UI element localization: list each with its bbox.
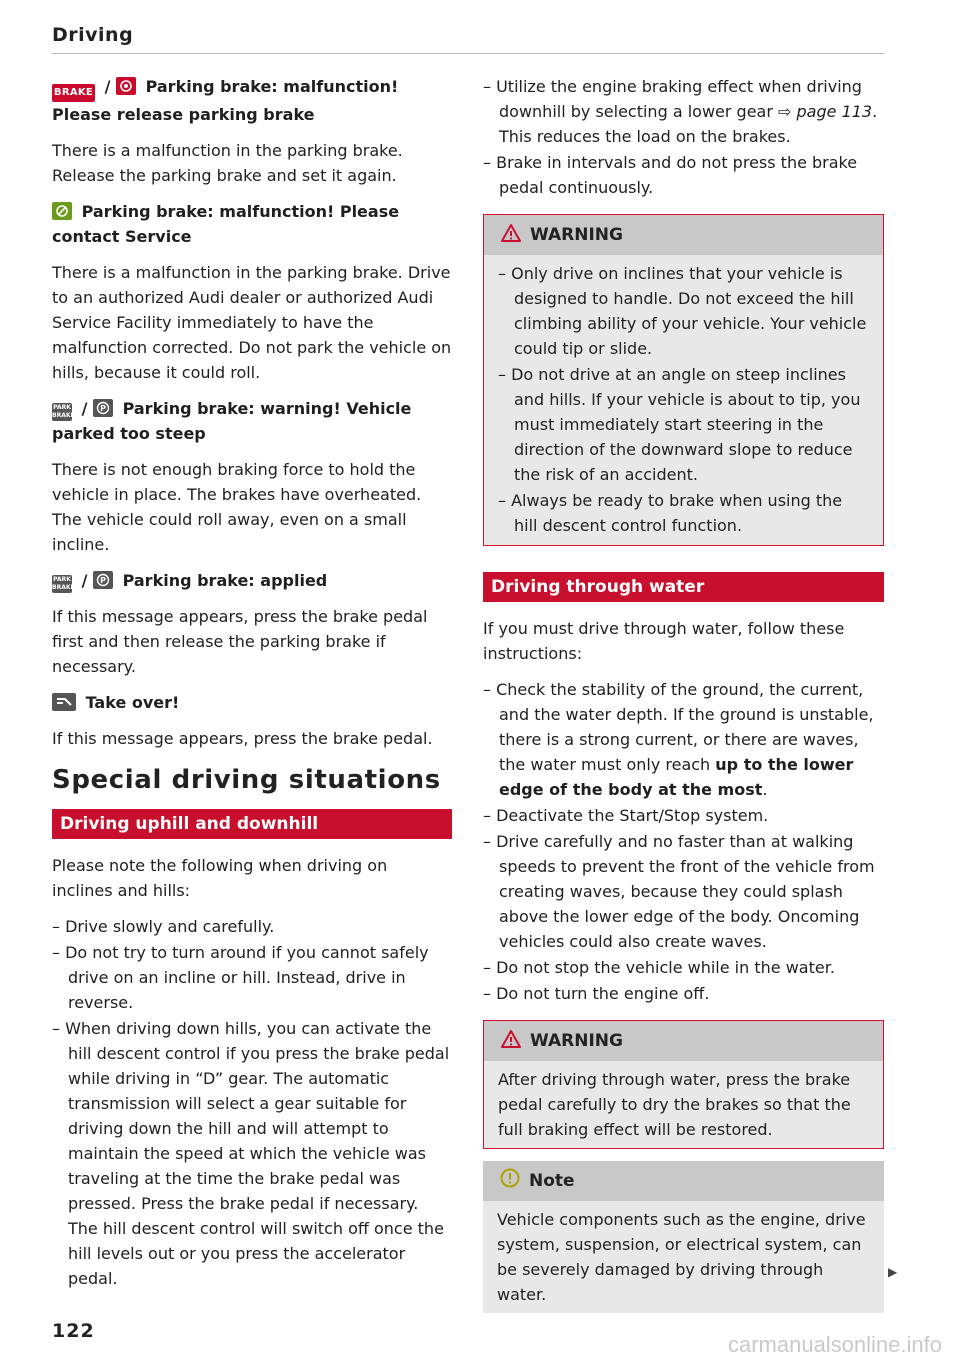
list-item: – Do not drive at an angle on steep inclines and hills. If your vehicle is about to tip, you must immediately start steering in the direction of the downward slope to reduce the risk of an accident. [498,362,869,487]
list-item: – When driving down hills, you can activate the hill descent control if you press the brake pedal while driving in “D” gear. The automatic transmission will select a gear suitable for driving down the hill and will attempt to maintain the speed at which the vehicle was traveling at the time the brake pedal was pressed. Press the brake pedal if necessary. The hill descent control will switch off once the hill levels out or you press the accelerator pedal. [52,1016,452,1291]
subsection-uphill-downhill: Driving uphill and downhill [52,809,452,839]
steering-takeover-icon [52,693,76,711]
msg3-title: Parking brake: warning! Vehicle parked too steep [52,399,412,443]
list-item: – Do not stop the vehicle while in the water. [483,955,884,980]
slash-separator: / [81,571,88,590]
svg-text:P: P [100,404,106,413]
msg1-title: Parking brake: malfunction! Please release parking brake [52,77,399,124]
list-item: – Utilize the engine braking effect when driving downhill by selecting a lower gear ⇨ page 113. This reduces the load on the brakes. [483,74,884,149]
watermark: carmanualsonline.info [727,1332,942,1357]
msg2-body: There is a malfunction in the parking brake. Drive to an authorized Audi dealer or authorized Audi Service Facility immediately to have the malfunction corrected. Do not park the vehicle on hills, because it could roll. [52,263,452,382]
water-list [483,677,884,1006]
brake-warning-icon: BRAKE [52,84,95,102]
msg2-title: Parking brake: malfunction! Please contact Service [52,202,400,246]
continue-arrow-icon: ▶ [888,1265,898,1279]
note-body: Vehicle components such as the engine, drive system, suspension, or electrical system, can be severely damaged by driving through water. [497,1210,866,1304]
svg-text:P: P [100,576,106,585]
msg5-title: Take over! [85,693,180,712]
park-brake-icon: PARK BRAKE [52,404,75,419]
subsection-driving-through-water: Driving through water [483,572,884,602]
msg-brake-applied-heading [52,568,452,593]
msg-take-over-heading [52,690,452,715]
note-header: Note [483,1161,884,1201]
uphill-intro: Please note the following when driving on inclines and hills: [52,856,388,900]
msg4-body: If this message appears, press the brake pedal first and then release the parking brake if necessary. [52,607,428,676]
list-item: – Do not try to turn around if you cannot safely drive on an incline or hill. Instead, drive in reverse. [52,940,452,1015]
list-item: – Drive carefully and no faster than at walking speeds to prevent the front of the vehicle from creating waves, because they could splash above the lower edge of the body. Oncoming vehicles could also create waves. [483,829,884,954]
warning-water-body: After driving through water, press the brake pedal carefully to dry the brakes so that the full braking effect will be restored. [498,1070,851,1139]
msg3-body: There is not enough braking force to hold the vehicle in place. The brakes have overheated. The vehicle could roll away, even on a small incline. [52,460,422,554]
list-item: – Do not turn the engine off. [483,981,884,1006]
parking-p-circle-icon [93,571,113,589]
section-title: Special driving situations [52,765,441,795]
slash-separator: / [104,77,111,96]
list-item: – Deactivate the Start/Stop system. [483,803,884,828]
slash-separator: / [81,399,88,418]
list-item: – Drive slowly and carefully. [52,914,452,939]
msg-brake-malfunction-service-heading [52,199,452,249]
msg-brake-malfunction-release-heading [52,74,452,127]
right-column [483,74,884,1325]
warning-box-water [483,1020,884,1149]
warning-header: WARNING [484,215,883,255]
page-reference-link[interactable]: page 113 [796,102,873,121]
list-item: – Brake in intervals and do not press the brake pedal continuously. [483,150,884,200]
parking-brake-fault-icon [52,202,72,220]
warning-triangle-icon [500,223,522,243]
page-header [52,24,884,54]
uphill-list [52,914,452,1291]
parking-p-circle-icon [93,399,113,417]
warning-header: WARNING [484,1021,883,1061]
warning-box-inclines [483,214,884,546]
park-brake-icon: PARK BRAKE [52,576,75,591]
note-exclamation-icon [499,1167,521,1189]
msg4-title: Parking brake: applied [122,571,328,590]
downhill-list [483,74,884,200]
list-item: – Check the stability of the ground, the current, and the water depth. If the ground is unstable, there is a strong current, or there are waves, the water must only reach up to the lower edge of the body at the most. [483,677,884,802]
water-intro: If you must drive through water, follow these instructions: [483,619,845,663]
page-number: 122 [52,1320,95,1342]
left-column [52,74,452,1302]
list-item: – Only drive on inclines that your vehicle is designed to handle. Do not exceed the hill climbing ability of your vehicle. Your vehicle could tip or slide. [498,261,869,361]
msg-parked-too-steep-heading [52,396,452,446]
msg1-body: There is a malfunction in the parking brake. Release the parking brake and set it again. [52,141,403,185]
reference-arrow-icon: ⇨ [778,102,792,121]
warning-triangle-icon [500,1029,522,1049]
header-title: Driving [52,24,134,46]
brake-circle-icon [116,77,136,95]
msg5-body: If this message appears, press the brake pedal. [52,729,433,748]
list-item: – Always be ready to brake when using the hill descent control function. [498,488,869,538]
note-box [483,1161,884,1313]
